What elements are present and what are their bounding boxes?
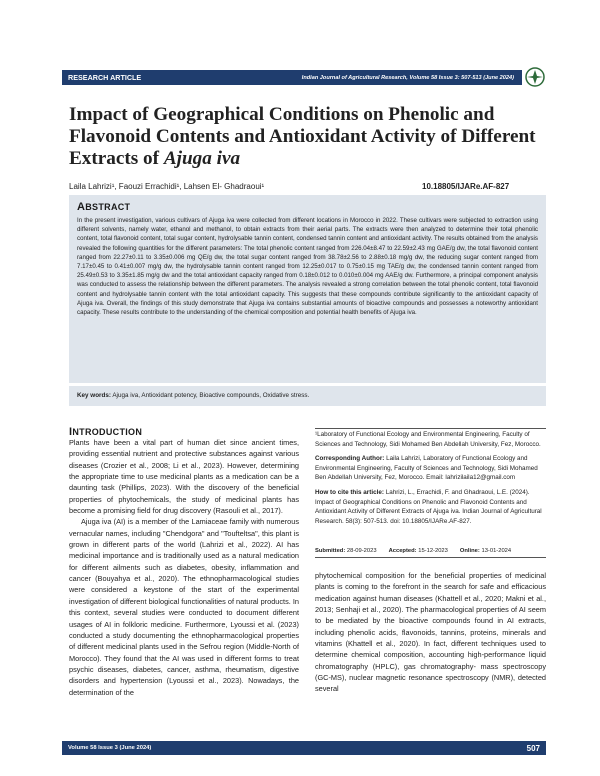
keywords-label: Key words: bbox=[77, 392, 111, 399]
journal-logo-icon bbox=[524, 66, 546, 88]
article-type-label: RESEARCH ARTICLE bbox=[68, 73, 142, 82]
submitted-date: Submitted: 28-09-2023 bbox=[315, 548, 377, 554]
keywords-text: Ajuga iva, Antioxidant potency, Bioactive compounds, Oxidative stress. bbox=[112, 392, 310, 399]
page-number: 507 bbox=[526, 743, 540, 753]
title-main: Impact of Geographical Conditions on Phenolic and Flavonoid Contents and Antioxidant Activity of Different Extracts of bbox=[69, 104, 536, 169]
author-list: Laila Lahrizi¹, Faouzi Errachidi¹, Lahsen El- Ghadraoui¹ bbox=[69, 182, 265, 191]
citation-block: How to cite this article: Lahrizi, L., Errachidi, F. and Ghadraoui, L.E. (2024). Impact of Geographical Conditions on Phenolic and Flavonoid Contents and Antioxidant Activity of Different Extracts of Ajuga iva. Indian Journal of Agricultural Research. 58(3): 507-513. doi: 10.18805/IJARe.AF-827. bbox=[315, 488, 542, 525]
page-footer bbox=[62, 741, 546, 755]
intro-paragraph-1: Plants have been a vital part of human diet since ancient times, providing essential nutrient and protective substances against various diseases (Crozier et al., 2008; Li et al., 2023). However, determining the appropriate time to use medicinal plants as a medication can be a daunting task (Phillips, 2023). With the discovery of the beneficial properties of phytochemicals, the study of medicinal plants has become a promising field for drug discovery (Rasouli et al., 2017). bbox=[69, 438, 299, 516]
introduction-left-column bbox=[69, 437, 299, 737]
affiliation: ¹Laboratory of Functional Ecology and Environmental Engineering, Faculty of Sciences and Technology, Sidi Mohamed Ben Abdellah University, Fez, Morocco. bbox=[315, 431, 541, 448]
footnote-section bbox=[315, 430, 546, 531]
journal-header-bar bbox=[62, 70, 522, 85]
article-title bbox=[69, 104, 539, 170]
doi-link[interactable]: 10.18805/IJARe.AF-827 bbox=[422, 182, 510, 191]
footnote-divider bbox=[315, 428, 546, 429]
abstract-heading: ABSTRACT bbox=[77, 201, 131, 213]
online-date: Online: 13-01-2024 bbox=[459, 548, 512, 554]
intro-paragraph-2: Ajuga iva (AI) is a member of the Lamiaceae family with numerous vernacular names, including "Chendgora" and "Toufteltsa", this plant is grown in different parts of the world (Lahrizi et al., 2022). AI has medicinal importance and is traditionally used as a natural medication for different ailments such as diabetes, obesity, inflammation and cancer (Bouyahya et al., 2020). The ethnopharmacological studies were considered a keystone of the start of the experimental investigation of different biological functionalities of natural products. In this context, several studies were conducted to document different usages of AI in folkloric medicine. Furthermore, Lyoussi et al. (2023) conducted a study documenting the ethnopharmacological properties of different medicinal plants used in the Sefrou region (Middle-North of Morocco). They found that the AI was used in different forms to treat psychic diseases, diabetes, cancer, asthma, rheumatism, digestive disorders and hypertension (Lyoussi et al., 2023). Nowadays, the determination of the bbox=[69, 517, 299, 697]
corresponding-author: Corresponding Author: Laila Lahrizi, Laboratory of Functional Ecology and Environmental Engineering, Faculty of Sciences and Technology, Sidi Mohamed Ben Abdellah University, Fez, Morocco. Email: lahrizilaila12@gmail.com bbox=[315, 455, 538, 482]
introduction-heading: INTRODUCTION bbox=[69, 426, 143, 438]
article-dates bbox=[315, 548, 546, 558]
abstract-text: In the present investigation, various cultivars of Ajuga iva were collected from different locations in Morocco in 2022. These cultivars were subjected to extraction using different solvents, namely water, ethanol and methanol, to obtain extracts from their aerial parts. The extracts were then analyzed to determine their total phenolic content, total flavonoid content, total sugar content, hydrolysable tannin content, condensed tannin content and antioxidant activity. The results obtained from the analysis revealed the following quantities for the different parameters: The total phenolic content ranged from 226.04±8.47 to 22.59±2.43 mg GAE/g dw, the total flavonoid content ranged from 22.27±0.11 to 3.35±0.006 mg QE/g dw, the total sugar content ranged from 38.78±2.56 to 2.88±0.18 mg/g dw, the reducing sugar content ranged from 7.17±0.45 to 0.41±0.007 mg/g dw, the hydrolysable tannin content ranged from 12.25±0.017 to 0.75±0.15 mg TAE/g dw, the condensed tannin content ranged from 25.49±0.53 to 3.35±1.85 mg/g dw and the total antioxidant capacity ranged from 0.18±0.012 to 0.010±0.004 mg AAE/g dw. Furthermore, a principal component analysis was conducted to assess the relationship between the different parameters. The analysis revealed a strong correlation between the total phenolic content, total flavonoid content and hydrolysable tannin content with the total antioxidant capacity. This suggests that these compounds contribute significantly to the antioxidant capacity of Ajuga iva. Overall, the findings of this study demonstrate that Ajuga iva contains substantial amounts of bioactive compounds and possesses a noteworthy antioxidant capacity. These results contribute to the understanding of the chemical composition and potential health benefits of Ajuga iva. bbox=[77, 217, 538, 317]
abstract-section bbox=[69, 195, 546, 383]
journal-citation: Indian Journal of Agricultural Research, Volume 58 Issue 3: 507-513 (June 2024) bbox=[301, 74, 514, 81]
footer-volume: Volume 58 Issue 3 (June 2024) bbox=[68, 745, 152, 751]
accepted-date: Accepted: 15-12-2023 bbox=[388, 548, 448, 554]
keywords-section bbox=[69, 386, 546, 406]
introduction-right-column: phytochemical composition for the beneficial properties of medicinal plants is coming to the forefront in the search for safe and efficacious medication against human diseases (Khattell et al., 2020; Makni et al., 2013; Senhaji et al., 2020). The pharmacological properties of AI seem to be mediated by the bioactive compounds found in AI extracts, including phenolic acids, flavonoids, tannins, proteins, minerals and vitamins (Khattell et al., 2020). In fact, different techniques used to determine chemical composition, accounting high-performance liquid chromatography (HPLC), gas chromatography- mass spectroscopy (GC-MS), nuclear magnetic resonance spectroscopy (NMR), detected several bbox=[315, 571, 546, 694]
title-italic: Ajuga iva bbox=[163, 148, 241, 169]
